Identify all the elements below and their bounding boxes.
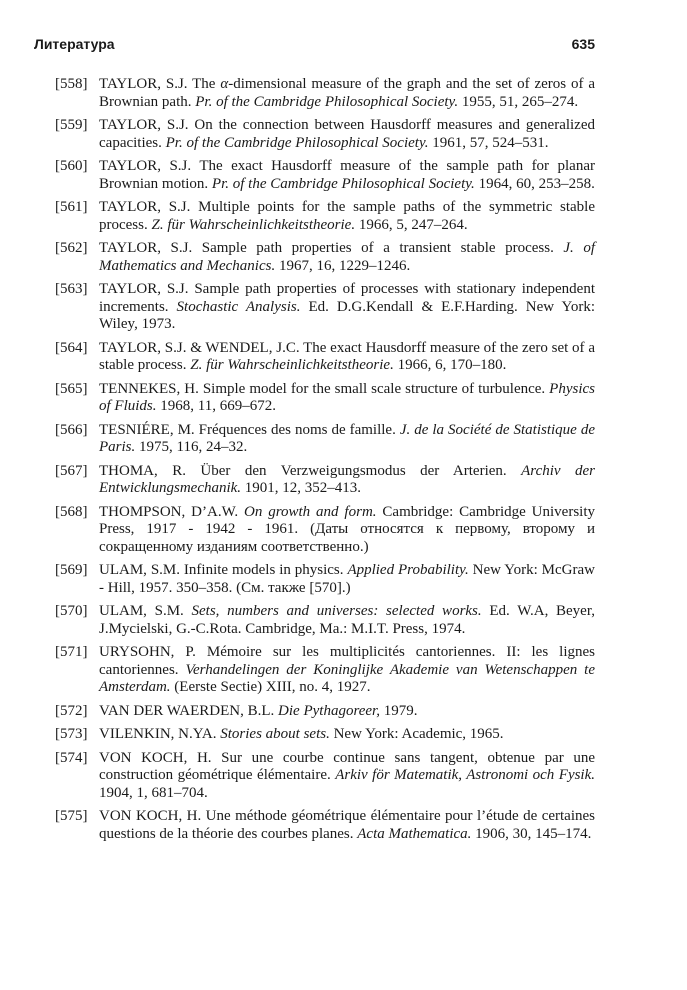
reference-text-segment: VAN DER WAERDEN, B.L. bbox=[99, 702, 279, 719]
reference-source-italic: Arkiv för Matematik, Astronomi och Fysik. bbox=[335, 767, 596, 783]
reference-source-italic: Verhandelingen der Koninglijke Akademie van Wetenschappen te Amsterdam. bbox=[99, 661, 595, 695]
reference-entry bbox=[55, 199, 595, 234]
reference-entry bbox=[55, 562, 595, 597]
reference-text-segment: ULAM, S.M. Infinite models in physics. bbox=[99, 562, 348, 578]
reference-source-italic: J. of Mathematics and Mechanics. bbox=[99, 240, 595, 274]
reference-entry bbox=[55, 644, 595, 697]
reference-text bbox=[99, 463, 595, 498]
reference-text bbox=[99, 644, 595, 697]
reference-source-italic: α bbox=[220, 76, 229, 92]
reference-text-segment: 1966, 6, 170–180. bbox=[393, 357, 507, 373]
reference-entry bbox=[55, 117, 595, 152]
reference-text-segment: 1964, 60, 253–258. bbox=[474, 175, 595, 192]
reference-source-italic: Z. für Wahrscheinlichkeitstheorie. bbox=[190, 357, 394, 373]
reference-source-italic: Stochastic Analysis. bbox=[176, 298, 301, 315]
reference-text bbox=[99, 726, 595, 744]
section-title: Литература bbox=[34, 36, 115, 52]
reference-source-italic: Archiv der Entwicklungsmechanik. bbox=[99, 462, 596, 496]
reference-number: [573] bbox=[55, 726, 88, 742]
reference-number: [565] bbox=[55, 380, 88, 397]
reference-text bbox=[99, 562, 595, 597]
reference-text-segment: Ed. W.A, Beyer, J.Mycielski, G.-C.Rota. Cambridge, Ma.: M.I.T. Press, 1974. bbox=[99, 603, 595, 637]
reference-text bbox=[99, 703, 595, 721]
reference-text-segment: VILENKIN, N.YA. bbox=[99, 726, 221, 742]
reference-number: [574] bbox=[55, 749, 88, 766]
reference-text bbox=[99, 422, 595, 457]
reference-number: [563] bbox=[55, 281, 88, 297]
reference-text-segment: New York: McGraw - Hill, 1957. 350–358. (См. также [570].) bbox=[99, 562, 595, 596]
reference-entry bbox=[55, 703, 595, 721]
reference-source-italic: Sets, numbers and universes: selected works. bbox=[191, 603, 482, 619]
reference-entry bbox=[55, 381, 595, 416]
reference-entry bbox=[55, 158, 595, 193]
reference-text-segment: 1961, 57, 524–531. bbox=[428, 134, 549, 151]
reference-text-segment: TAYLOR, S.J. On the connection between Hausdorff measures and generalized capacities. bbox=[99, 117, 595, 151]
reference-text-segment: TAYLOR, S.J. & WENDEL, J.C. The exact Hausdorff measure of the zero set of a stable process. bbox=[99, 339, 595, 373]
reference-text-segment: TAYLOR, S.J. The exact Hausdorff measure of the sample path for planar Brownian motion. bbox=[99, 158, 595, 192]
reference-source-italic: Pr. of the Cambridge Philosophical Society. bbox=[211, 175, 475, 192]
reference-text bbox=[99, 240, 595, 275]
reference-text-segment: 1967, 16, 1229–1246. bbox=[275, 257, 411, 274]
reference-source-italic: Physics of Fluids. bbox=[99, 380, 595, 414]
reference-source-italic: Pr. of the Cambridge Philosophical Society. bbox=[195, 93, 459, 110]
reference-text-segment: (Eerste Sectie) XIII, no. 4, 1927. bbox=[170, 679, 371, 695]
reference-number: [571] bbox=[55, 644, 88, 660]
reference-text bbox=[99, 808, 595, 843]
reference-text bbox=[99, 603, 595, 638]
reference-text-segment: -dimensional measure of the graph and the set of zeros of a Brownian path. bbox=[99, 76, 595, 110]
reference-number: [561] bbox=[55, 199, 88, 215]
reference-text-segment: 1968, 11, 669–672. bbox=[156, 398, 276, 414]
reference-entry bbox=[55, 76, 595, 111]
reference-entry bbox=[55, 808, 595, 843]
reference-source-italic: Pr. of the Cambridge Philosophical Society. bbox=[165, 134, 429, 151]
reference-text-segment: 1966, 5, 247–264. bbox=[355, 216, 468, 233]
reference-text-segment: ULAM, S.M. bbox=[99, 603, 192, 619]
reference-text-segment: TESNIÉRE, M. Fréquences des noms de famille. bbox=[99, 421, 400, 438]
reference-text-segment: URYSOHN, P. Mémoire sur les multiplicités cantoriennes. II: les lignes cantoriennes. bbox=[99, 644, 595, 678]
reference-text-segment: TAYLOR, S.J. Sample path properties of a transient stable process. bbox=[99, 240, 564, 256]
reference-text-segment: TENNEKES, H. Simple model for the small scale structure of turbulence. bbox=[99, 380, 550, 397]
reference-entry bbox=[55, 504, 595, 557]
reference-source-italic: J. de la Société de Statistique de Paris. bbox=[99, 421, 595, 455]
reference-number: [562] bbox=[55, 240, 88, 256]
reference-text bbox=[99, 750, 595, 803]
reference-text-segment: TAYLOR, S.J. Multiple points for the sample paths of the symmetric stable process. bbox=[99, 199, 595, 233]
reference-text bbox=[99, 158, 595, 193]
page-number: 635 bbox=[571, 36, 595, 52]
reference-text-segment: Ed. D.G.Kendall & E.F.Harding. New York: Wiley, 1973. bbox=[99, 298, 595, 332]
running-header bbox=[34, 36, 595, 52]
reference-number: [569] bbox=[55, 562, 88, 578]
reference-text-segment: TAYLOR, S.J. Sample path properties of processes with stationary independent increments. bbox=[99, 281, 595, 315]
reference-text-segment: New York: Academic, 1965. bbox=[329, 726, 504, 742]
reference-number: [575] bbox=[55, 808, 88, 824]
reference-entry bbox=[55, 422, 595, 457]
reference-number: [570] bbox=[55, 603, 88, 619]
reference-number: [558] bbox=[55, 76, 88, 92]
reference-number: [567] bbox=[55, 462, 88, 479]
reference-text-segment: THOMA, R. Über den Verzweigungsmodus der Arterien. bbox=[99, 462, 522, 479]
reference-entry bbox=[55, 463, 595, 498]
reference-text-segment: 1906, 30, 145–174. bbox=[471, 825, 592, 842]
reference-number: [559] bbox=[55, 117, 88, 133]
reference-text bbox=[99, 199, 595, 234]
reference-entry bbox=[55, 726, 595, 744]
reference-number: [572] bbox=[55, 702, 88, 719]
reference-text-segment: TAYLOR, S.J. The bbox=[99, 76, 221, 92]
reference-list bbox=[55, 76, 595, 849]
reference-source-italic: On growth and form. bbox=[243, 503, 377, 520]
reference-text bbox=[99, 281, 595, 334]
reference-source-italic: Acta Mathematica. bbox=[357, 825, 472, 842]
reference-text-segment: VON KOCH, H. Sur une courbe continue sans tangent, obtenue par une construction géométrique élémentaire. bbox=[99, 749, 595, 783]
reference-text-segment: 1904, 1, 681–704. bbox=[99, 784, 208, 801]
reference-text-segment: THOMPSON, D’A.W. bbox=[99, 503, 244, 520]
reference-text-segment: 1975, 116, 24–32. bbox=[135, 439, 248, 455]
reference-source-italic: Die Pythagoreer, bbox=[278, 702, 380, 719]
reference-text-segment: 1955, 51, 265–274. bbox=[458, 93, 579, 110]
reference-entry bbox=[55, 340, 595, 375]
reference-number: [564] bbox=[55, 339, 88, 356]
reference-text bbox=[99, 504, 595, 557]
reference-text bbox=[99, 340, 595, 375]
reference-text bbox=[99, 76, 595, 111]
reference-number: [566] bbox=[55, 421, 88, 438]
reference-entry bbox=[55, 750, 595, 803]
reference-text bbox=[99, 117, 595, 152]
reference-text-segment: 1979. bbox=[379, 702, 418, 719]
reference-entry bbox=[55, 240, 595, 275]
reference-text-segment: Cambridge: Cambridge University Press, 1917 - 1942 - 1961. (Даты относятся к первому, второму и сокращенному изданиям соответственно.) bbox=[99, 503, 595, 555]
reference-number: [560] bbox=[55, 158, 88, 174]
reference-text bbox=[99, 381, 595, 416]
reference-entry bbox=[55, 281, 595, 334]
reference-source-italic: Stories about sets. bbox=[220, 726, 330, 742]
reference-text-segment: VON KOCH, H. Une méthode géométrique élémentaire pour l’étude de certaines questions de la théorie des courbes planes. bbox=[99, 808, 595, 842]
reference-entry bbox=[55, 603, 595, 638]
reference-number: [568] bbox=[55, 503, 88, 520]
reference-source-italic: Z. für Wahrscheinlichkeitstheorie. bbox=[151, 216, 356, 233]
reference-source-italic: Applied Probability. bbox=[347, 562, 469, 578]
reference-text-segment: 1901, 12, 352–413. bbox=[241, 480, 362, 496]
